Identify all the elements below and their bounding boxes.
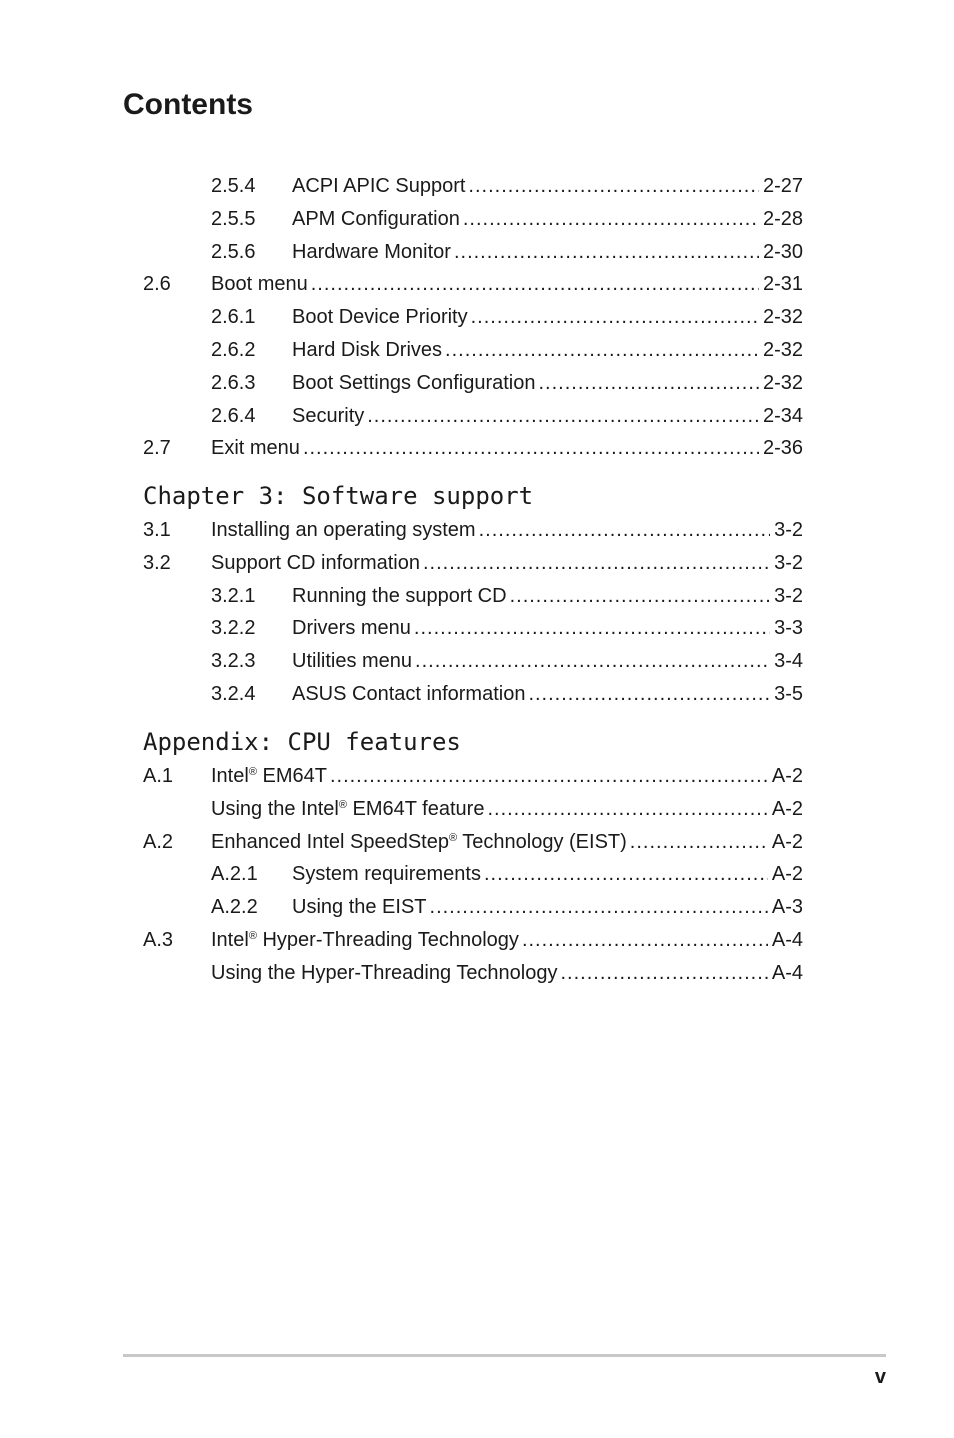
toc-entry-body	[211, 924, 803, 957]
dot-leader	[414, 612, 770, 645]
toc-entry-title	[211, 957, 558, 990]
page-title: Contents	[123, 88, 253, 121]
toc-entry[interactable]	[0, 793, 954, 826]
toc-entry-subnumber: 2.5.5	[211, 207, 256, 230]
toc-entry-title-part: EM64T feature	[346, 797, 485, 820]
toc-entry-page: 2-32	[762, 339, 803, 361]
toc-entry-body	[211, 203, 803, 236]
toc-entry-body	[211, 826, 803, 859]
toc-entry-number: A.2	[143, 830, 174, 853]
dot-leader	[539, 367, 759, 400]
toc-entry[interactable]	[0, 268, 954, 301]
dot-leader	[484, 858, 768, 891]
toc-entry-body	[211, 367, 803, 400]
toc-entry-subnumber: 2.6.3	[211, 371, 256, 394]
toc-entry-title-part: System requirements	[292, 863, 481, 886]
toc-entry-body	[211, 891, 803, 924]
dot-leader	[423, 547, 770, 580]
toc-entry-title-part: Enhanced Intel SpeedStep	[211, 830, 449, 853]
toc-entry[interactable]	[0, 400, 954, 433]
toc-entry-title	[211, 826, 627, 859]
toc-entry[interactable]	[0, 514, 954, 547]
toc-entry[interactable]	[0, 678, 954, 711]
toc-entry-subnumber: 3.2.4	[211, 683, 256, 705]
toc-entry-title: Drivers menu	[292, 617, 411, 640]
toc-entry[interactable]	[0, 301, 954, 334]
dot-leader	[311, 268, 759, 301]
toc-entry[interactable]	[0, 645, 954, 678]
toc-entry-title: Boot Device Priority	[292, 306, 468, 329]
toc-entry-title: Utilities menu	[292, 650, 413, 673]
toc-entry[interactable]	[0, 924, 954, 957]
toc-entry-page: 3-2	[774, 519, 803, 541]
registered-mark: ®	[448, 831, 458, 844]
toc-entry-title: Support CD information	[211, 551, 420, 574]
dot-leader	[367, 400, 759, 433]
toc-entry-title-part: Hyper-Threading Technology	[256, 929, 519, 951]
toc-entry-body	[211, 645, 803, 678]
toc-entry-body	[211, 334, 803, 367]
toc-entry-body	[211, 547, 803, 580]
dot-leader	[487, 793, 767, 826]
toc-entry-body	[211, 580, 803, 613]
toc-entry-page: 3-3	[774, 617, 803, 640]
toc-entry-title-part: Intel	[211, 929, 249, 951]
toc-entry-title-part: Using the Intel	[211, 797, 339, 820]
toc-entry[interactable]	[0, 957, 954, 990]
dot-leader	[468, 170, 759, 203]
toc-entry-title-part: Technology (EIST)	[457, 830, 627, 853]
toc-entry-page: A-2	[771, 797, 803, 820]
toc-entry[interactable]	[0, 826, 954, 859]
toc-entry-body	[211, 612, 803, 645]
dot-leader	[522, 924, 768, 957]
toc-entry[interactable]	[0, 612, 954, 645]
toc-entry-page: A-2	[771, 863, 803, 886]
toc-entry-body	[211, 793, 803, 826]
toc-entry-body	[211, 268, 803, 301]
toc-entry-body	[211, 514, 803, 547]
toc-entry-title: APM Configuration	[292, 207, 460, 230]
toc-entry-title: Hard Disk Drives	[292, 339, 443, 361]
toc-entry-title: ASUS Contact information	[292, 683, 526, 705]
toc-entry-title-part: EM64T	[256, 765, 327, 787]
toc-entry[interactable]	[0, 891, 954, 924]
registered-mark: ®	[248, 930, 257, 942]
toc-entry[interactable]	[0, 203, 954, 236]
toc-entry-page: A-2	[771, 830, 803, 853]
toc-entry[interactable]	[0, 236, 954, 269]
dot-leader	[479, 514, 771, 547]
toc-entry-page: 3-4	[774, 650, 803, 673]
toc-entry-subnumber: 3.2.3	[211, 650, 256, 673]
toc-entry-body	[211, 301, 803, 334]
toc-entry[interactable]	[0, 334, 954, 367]
toc-entry-page: 2-32	[762, 306, 803, 329]
toc-entry-number: A.1	[143, 765, 174, 787]
toc-entry-page: 2-32	[762, 371, 803, 394]
toc-entry-page: A-2	[771, 765, 803, 787]
chapter-heading: Chapter 3: Software support	[143, 482, 534, 510]
toc-entry-page: 2-30	[762, 240, 803, 263]
toc-entry-body	[211, 400, 803, 433]
dot-leader	[303, 432, 759, 465]
toc-entry-page: 2-27	[762, 175, 803, 197]
toc-entry[interactable]	[0, 547, 954, 580]
toc-entry[interactable]	[0, 760, 954, 793]
appendix-heading: Appendix: CPU features	[143, 728, 461, 756]
toc-entry-subnumber: 2.5.6	[211, 240, 256, 263]
toc-entry-title	[292, 891, 427, 924]
toc-entry-page: A-4	[771, 961, 803, 984]
toc-entry-title: Running the support CD	[292, 584, 507, 607]
toc-entry-body	[211, 858, 803, 891]
dot-leader	[463, 203, 759, 236]
toc-entry[interactable]	[0, 367, 954, 400]
dot-leader	[528, 678, 770, 711]
toc-entry-subnumber: A.2.1	[211, 863, 258, 886]
toc-entry-page: A-3	[771, 896, 803, 919]
toc-entry-title-part: Using the EIST	[292, 896, 427, 919]
toc-entry-body	[211, 170, 803, 203]
toc-entry-title	[211, 924, 519, 957]
dot-leader	[510, 580, 771, 613]
toc-entry[interactable]	[0, 858, 954, 891]
toc-entry-subnumber: 2.6.4	[211, 404, 256, 427]
toc-entry[interactable]	[0, 170, 954, 203]
toc-entry-title: Boot menu	[211, 273, 308, 296]
toc-entry-title	[292, 858, 481, 891]
dot-leader	[561, 957, 768, 990]
toc-entry-subnumber: 2.6.1	[211, 306, 256, 329]
toc-entry-title: Boot Settings Configuration	[292, 371, 536, 394]
toc-entry-body	[211, 678, 803, 711]
dot-leader	[330, 760, 768, 793]
dot-leader	[630, 826, 768, 859]
toc-entry-number: 3.1	[143, 519, 171, 541]
footer-page-number: v	[874, 1366, 886, 1388]
toc-entry-page: 3-2	[774, 551, 803, 574]
toc-entry-title: Installing an operating system	[211, 519, 476, 541]
toc-entry-page: 2-28	[762, 207, 803, 230]
toc-entry-page: 3-5	[774, 683, 803, 705]
registered-mark: ®	[248, 766, 257, 778]
toc-entry-title-part: Intel	[211, 765, 249, 787]
toc-entry-body	[211, 957, 803, 990]
footer-rule	[123, 1354, 886, 1357]
dot-leader	[471, 301, 759, 334]
dot-leader	[445, 334, 759, 367]
dot-leader	[430, 891, 768, 924]
dot-leader	[454, 236, 759, 269]
toc-entry[interactable]	[0, 432, 954, 465]
toc-entry-subnumber: A.2.2	[211, 896, 258, 919]
toc-entry-title: Security	[292, 404, 365, 427]
toc-entry-number: 2.6	[143, 273, 171, 296]
registered-mark: ®	[338, 798, 347, 811]
toc-entry-subnumber: 2.5.4	[211, 175, 256, 197]
toc-entry-title: Exit menu	[211, 437, 300, 460]
toc-entry-title	[211, 793, 484, 826]
toc-entry-body	[211, 760, 803, 793]
dot-leader	[415, 645, 770, 678]
toc-entry-page: 2-34	[762, 404, 803, 427]
toc-entry-body	[211, 236, 803, 269]
toc-entry-subnumber: 3.2.1	[211, 584, 256, 607]
toc-entry-title: ACPI APIC Support	[292, 175, 466, 197]
toc-entry-number: 2.7	[143, 437, 171, 460]
toc-entry-title: Hardware Monitor	[292, 240, 451, 263]
toc-entry[interactable]	[0, 580, 954, 613]
toc-entry-number: 3.2	[143, 551, 171, 574]
toc-entry-page: 2-31	[762, 273, 803, 296]
toc-entry-body	[211, 432, 803, 465]
toc-entry-title	[211, 760, 327, 793]
toc-entry-page: 3-2	[774, 584, 803, 607]
toc-entry-page: 2-36	[762, 437, 803, 460]
toc-entry-number: A.3	[143, 929, 174, 951]
toc-entry-subnumber: 3.2.2	[211, 617, 256, 640]
toc-entry-page: A-4	[771, 929, 803, 951]
toc-entry-title-part: Using the Hyper-Threading Technology	[211, 961, 558, 984]
toc-entry-subnumber: 2.6.2	[211, 339, 256, 361]
